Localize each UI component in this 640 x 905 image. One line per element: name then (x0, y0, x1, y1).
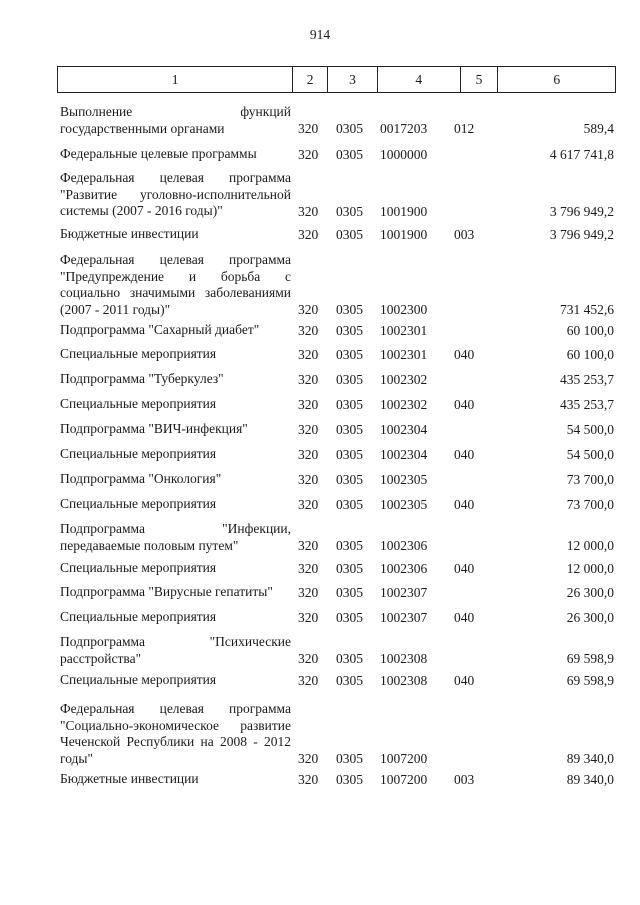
row-col-3: 0305 (336, 585, 363, 600)
row-name (60, 609, 291, 626)
row-col-6: 3 796 949,2 (549, 203, 614, 219)
row-col-4: 1002307 (380, 585, 428, 600)
row-col-6: 73 700,0 (566, 497, 614, 512)
row-col-4: 0017203 (380, 121, 428, 137)
row-col-3: 0305 (336, 651, 363, 667)
row-col-2: 320 (298, 372, 319, 387)
row-name-line: Подпрограмма "Вирусные гепатиты" (60, 584, 273, 599)
table-row (57, 609, 616, 626)
row-col-5: 040 (454, 497, 475, 512)
row-name-line: Федеральная целевая программа (60, 701, 291, 716)
row-col-4: 1002305 (380, 497, 428, 512)
row-col-5: 012 (454, 121, 475, 137)
row-name (60, 252, 291, 318)
row-name-line: "Развитие уголовно-исполнительной (60, 186, 291, 202)
row-col-2: 320 (298, 585, 319, 600)
table-row (57, 322, 616, 339)
row-col-4: 1001900 (380, 227, 428, 242)
row-col-3: 0305 (336, 472, 363, 487)
row-col-6: 12 000,0 (566, 538, 614, 554)
row-col-2: 320 (298, 561, 319, 576)
table-row (57, 170, 616, 220)
row-name-line: Федеральная целевая программа (60, 252, 291, 267)
row-col-4: 1007200 (380, 751, 428, 767)
row-col-4: 1007200 (380, 772, 428, 787)
header-col-2: 2 (293, 67, 328, 92)
row-col-4: 1002300 (380, 302, 428, 318)
row-col-6: 89 340,0 (566, 772, 614, 787)
row-col-2: 320 (298, 472, 319, 487)
row-name-line: Подпрограмма "Онкология" (60, 471, 222, 486)
row-name (60, 322, 291, 339)
table-row (57, 634, 616, 667)
row-col-2: 320 (298, 203, 319, 219)
row-col-4: 1002308 (380, 673, 428, 688)
row-name-line: Специальные мероприятия (60, 396, 217, 411)
header-col-5: 5 (461, 67, 499, 92)
row-name-line: государственными органами (60, 120, 225, 136)
row-col-2: 320 (298, 147, 319, 162)
row-col-2: 320 (298, 751, 319, 767)
row-col-2: 320 (298, 323, 319, 338)
row-col-2: 320 (298, 447, 319, 462)
row-col-6: 54 500,0 (566, 447, 614, 462)
row-name-line: Подпрограмма "Туберкулез" (60, 371, 224, 386)
row-name (60, 421, 291, 438)
row-name (60, 396, 291, 413)
row-name-line: Подпрограмма "Инфекции, (60, 521, 291, 536)
row-name-line: Специальные мероприятия (60, 446, 217, 461)
row-col-2: 320 (298, 673, 319, 688)
row-col-4: 1002306 (380, 538, 428, 554)
row-name-line: расстройства" (60, 650, 142, 666)
row-col-3: 0305 (336, 538, 363, 554)
row-col-4: 1002302 (380, 397, 428, 412)
row-col-3: 0305 (336, 422, 363, 437)
row-col-3: 0305 (336, 227, 363, 242)
row-col-3: 0305 (336, 121, 363, 137)
row-name-line: системы (2007 - 2016 годы)" (60, 203, 223, 219)
row-col-2: 320 (298, 772, 319, 787)
row-col-4: 1002304 (380, 447, 428, 462)
row-col-2: 320 (298, 651, 319, 667)
table-row (57, 471, 616, 488)
row-name-line: Подпрограмма "Психические (60, 634, 291, 649)
row-col-4: 1002306 (380, 561, 428, 576)
row-col-4: 1002308 (380, 651, 428, 667)
table-header (57, 66, 616, 93)
row-col-4: 1002301 (380, 347, 428, 362)
row-col-5: 040 (454, 673, 475, 688)
row-col-3: 0305 (336, 772, 363, 787)
row-name-line: социально значимыми заболеваниями (60, 285, 291, 301)
row-col-4: 1002307 (380, 610, 428, 625)
table-row (57, 496, 616, 513)
row-name (60, 701, 291, 767)
row-name (60, 226, 291, 243)
row-col-5: 040 (454, 610, 475, 625)
row-name-line: Федеральная целевая программа (60, 170, 291, 185)
row-col-5: 040 (454, 447, 475, 462)
table-row (57, 371, 616, 388)
row-name-line: Специальные мероприятия (60, 609, 217, 624)
row-col-3: 0305 (336, 447, 363, 462)
row-col-3: 0305 (336, 147, 363, 162)
page-number: 914 (309, 27, 331, 42)
row-col-4: 1002305 (380, 472, 428, 487)
row-col-3: 0305 (336, 751, 363, 767)
row-col-4: 1000000 (380, 147, 428, 162)
row-name-line: (2007 - 2011 годы)" (60, 301, 171, 317)
table-row (57, 521, 616, 554)
row-col-6: 69 598,9 (566, 651, 614, 667)
row-col-6: 89 340,0 (566, 751, 614, 767)
row-col-2: 320 (298, 302, 319, 318)
row-col-6: 435 253,7 (560, 397, 614, 412)
row-name-line: Специальные мероприятия (60, 672, 217, 687)
table-row (57, 446, 616, 463)
row-col-6: 54 500,0 (566, 422, 614, 437)
table-row (57, 226, 616, 243)
table-row (57, 771, 616, 788)
row-col-5: 040 (454, 397, 475, 412)
row-col-6: 4 617 741,8 (549, 147, 614, 162)
row-name-line: Федеральные целевые программы (60, 146, 257, 161)
row-name (60, 584, 291, 601)
row-col-6: 12 000,0 (566, 561, 614, 576)
row-name (60, 634, 291, 667)
row-col-4: 1002304 (380, 422, 428, 437)
row-name-line: Специальные мероприятия (60, 560, 217, 575)
row-col-6: 60 100,0 (566, 347, 614, 362)
row-name (60, 521, 291, 554)
table-row (57, 701, 616, 767)
row-col-6: 73 700,0 (566, 472, 614, 487)
table-row (57, 584, 616, 601)
row-col-2: 320 (298, 538, 319, 554)
table-row (57, 396, 616, 413)
row-name (60, 471, 291, 488)
row-name-line: Бюджетные инвестиции (60, 771, 199, 786)
table-row (57, 104, 616, 137)
row-name (60, 771, 291, 788)
row-name (60, 104, 291, 137)
row-col-6: 435 253,7 (560, 372, 614, 387)
row-col-6: 731 452,6 (560, 302, 614, 318)
row-col-2: 320 (298, 497, 319, 512)
row-name (60, 371, 291, 388)
row-col-2: 320 (298, 422, 319, 437)
row-col-3: 0305 (336, 497, 363, 512)
row-col-5: 003 (454, 227, 475, 242)
row-col-3: 0305 (336, 347, 363, 362)
table-row (57, 560, 616, 577)
row-col-3: 0305 (336, 323, 363, 338)
row-name-line: Бюджетные инвестиции (60, 226, 199, 241)
row-name-line: Чеченской Республики на 2008 - 2012 (60, 734, 291, 750)
row-name-line: Подпрограмма "ВИЧ-инфекция" (60, 421, 248, 436)
row-name-line: Выполнение функций (60, 104, 291, 119)
row-col-3: 0305 (336, 397, 363, 412)
table-row (57, 346, 616, 363)
row-col-2: 320 (298, 227, 319, 242)
row-name-line: Подпрограмма "Сахарный диабет" (60, 322, 260, 337)
row-col-5: 003 (454, 772, 475, 787)
row-col-6: 26 300,0 (566, 585, 614, 600)
row-name-line: Специальные мероприятия (60, 496, 217, 511)
row-col-5: 040 (454, 561, 475, 576)
row-col-3: 0305 (336, 673, 363, 688)
header-col-3: 3 (328, 67, 378, 92)
row-name-line: передаваемые половым путем" (60, 537, 239, 553)
table-row (57, 672, 616, 689)
row-col-4: 1001900 (380, 203, 428, 219)
row-name (60, 560, 291, 577)
row-name (60, 146, 291, 163)
row-name (60, 346, 291, 363)
row-col-6: 589,4 (583, 121, 614, 137)
row-col-6: 69 598,9 (566, 673, 614, 688)
row-col-3: 0305 (336, 203, 363, 219)
row-col-4: 1002302 (380, 372, 428, 387)
row-col-3: 0305 (336, 372, 363, 387)
row-col-4: 1002301 (380, 323, 428, 338)
table-row (57, 146, 616, 163)
row-name (60, 672, 291, 689)
row-name (60, 170, 291, 220)
row-col-5: 040 (454, 347, 475, 362)
row-name-line: "Предупреждение и борьба с (60, 268, 291, 284)
row-name (60, 496, 291, 513)
row-col-3: 0305 (336, 561, 363, 576)
table-row (57, 252, 616, 318)
row-col-2: 320 (298, 610, 319, 625)
row-col-3: 0305 (336, 302, 363, 318)
header-col-6: 6 (553, 71, 561, 87)
row-col-6: 60 100,0 (566, 323, 614, 338)
table-row (57, 421, 616, 438)
row-name-line: "Социально-экономическое развитие (60, 717, 291, 733)
row-col-6: 26 300,0 (566, 610, 614, 625)
row-col-2: 320 (298, 347, 319, 362)
row-col-2: 320 (298, 397, 319, 412)
row-name (60, 446, 291, 463)
row-col-6: 3 796 949,2 (549, 227, 614, 242)
row-col-2: 320 (298, 121, 319, 137)
row-name-line: Специальные мероприятия (60, 346, 217, 361)
header-col-1: 1 (58, 67, 293, 92)
header-col-4: 4 (378, 67, 461, 92)
row-col-3: 0305 (336, 610, 363, 625)
row-name-line: годы" (60, 750, 94, 766)
